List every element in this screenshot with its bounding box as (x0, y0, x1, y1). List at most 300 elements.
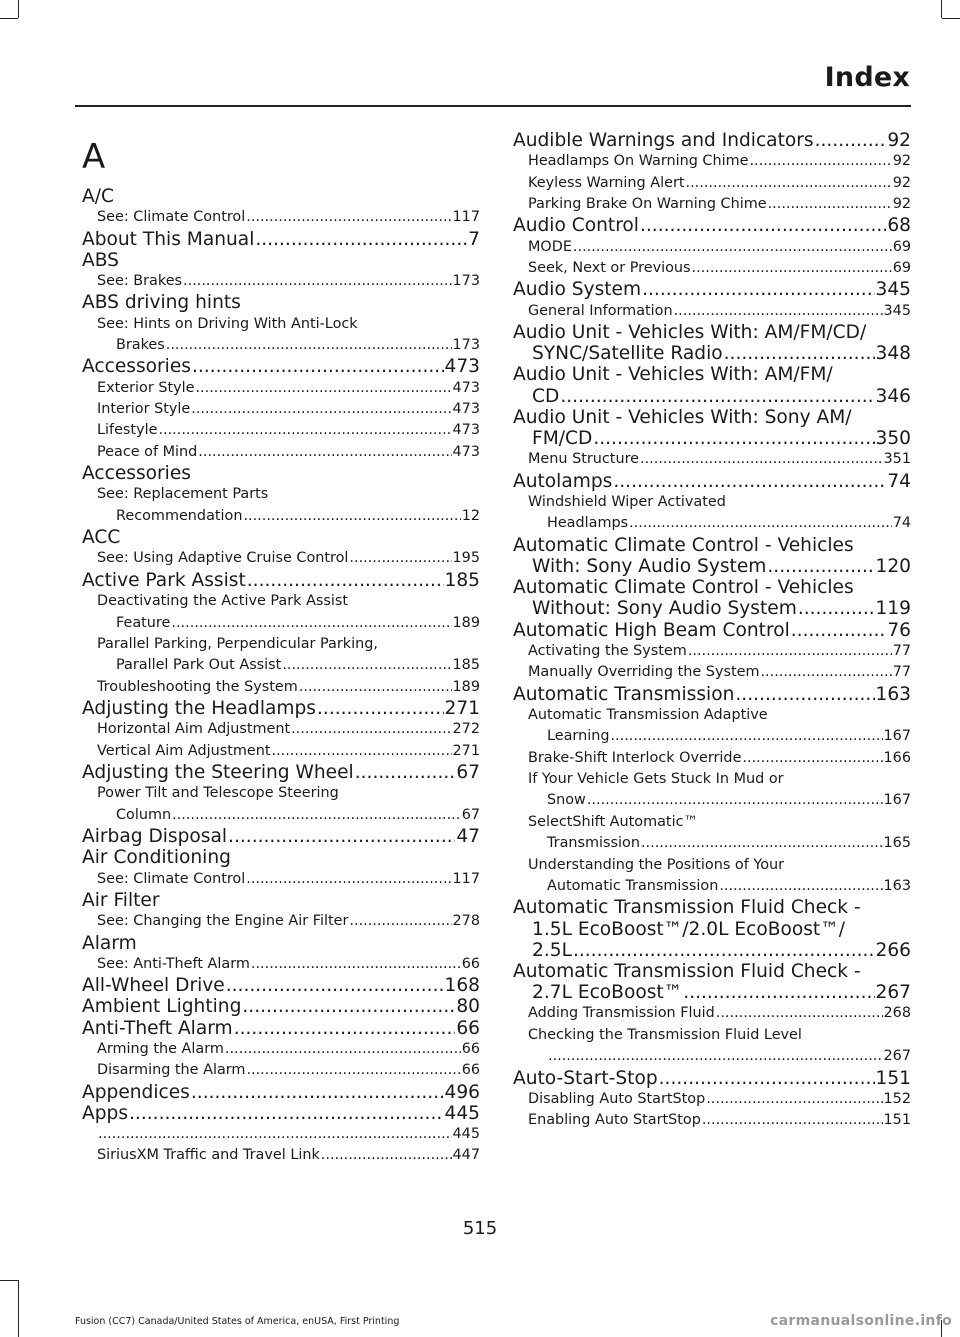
index-subentry (513, 194, 911, 215)
page-reference[interactable]: 278 (452, 913, 480, 930)
dot-leader (242, 996, 455, 1017)
index-heading: ABS driving hints (82, 292, 241, 314)
page-reference[interactable]: 74 (892, 515, 911, 532)
index-entry (513, 407, 911, 449)
dot-leader (246, 869, 451, 890)
index-subentry (513, 1110, 911, 1131)
entry-text-line: Automatic Transmission (513, 683, 735, 705)
entry-text-line: Audio Unit - Vehicles With: AM/FM/ (513, 364, 833, 386)
page-reference[interactable]: 117 (452, 209, 480, 226)
entry-text-line: Audible Warnings and Indicators (513, 130, 814, 151)
page-reference[interactable]: 74 (887, 470, 911, 492)
dot-leader (158, 420, 451, 441)
index-subentry (82, 741, 480, 762)
entry-text-line: Adjusting the Headlamps (82, 698, 316, 720)
crop-mark-top-left (18, 0, 19, 18)
page-reference[interactable]: 163 (875, 683, 911, 705)
entry-text-line: 2.7L EcoBoost™ (532, 982, 683, 1004)
entry-text-line: Audio Control (513, 215, 639, 237)
index-subentry (513, 173, 911, 194)
dot-leader (291, 719, 451, 740)
index-subentry (513, 301, 911, 322)
entry-text-line: Audio Unit - Vehicles With: AM/FM/CD/ (513, 322, 867, 344)
crop-mark-top-right (941, 0, 942, 18)
page-reference[interactable]: 47 (456, 826, 480, 848)
index-entry (82, 762, 480, 783)
index-subentry (513, 641, 911, 662)
page-reference[interactable]: 473 (452, 422, 480, 439)
index-entry (82, 1018, 480, 1039)
dot-leader (166, 335, 452, 356)
dot-leader (255, 229, 467, 250)
entry-text-line: Disarming the Alarm (97, 1062, 246, 1079)
index-entry (513, 364, 911, 406)
crop-mark-top-left-h (0, 18, 18, 19)
dot-leader (226, 975, 444, 996)
dot-leader (272, 741, 452, 762)
dot-leader (610, 726, 882, 747)
entry-text-line: See: Climate Control (97, 209, 246, 226)
dot-leader (642, 279, 874, 300)
index-column-left (82, 130, 480, 1167)
page-reference[interactable]: 119 (875, 598, 911, 620)
page-reference[interactable]: 189 (452, 614, 480, 631)
page-reference[interactable]: 163 (883, 877, 911, 894)
dot-leader (573, 237, 892, 258)
dot-leader (686, 173, 892, 194)
index-subentry (513, 151, 911, 172)
entry-text-line: See: Using Adaptive Cruise Control (97, 550, 349, 567)
dot-leader (692, 258, 892, 279)
index-heading: A/C (82, 186, 114, 207)
index-subentry (82, 869, 480, 890)
page-reference[interactable]: 271 (444, 698, 480, 720)
dot-leader (321, 1145, 452, 1166)
entry-text-line: Keyless Warning Alert (528, 174, 685, 191)
index-subentry (513, 258, 911, 279)
entry-text-line: Menu Structure (528, 451, 640, 468)
entry-text-line: Automatic Transmission (547, 877, 719, 894)
index-subentry (513, 237, 911, 258)
entry-text-line: Audio System (513, 279, 642, 301)
dot-leader (243, 506, 460, 527)
page-reference[interactable]: 473 (452, 379, 480, 396)
entry-text-line: If Your Vehicle Gets Stuck In Mud or (528, 770, 784, 787)
page-reference[interactable]: 68 (887, 215, 911, 237)
page-reference[interactable]: 185 (452, 657, 480, 674)
index-subentry (513, 1025, 911, 1068)
page-reference[interactable]: 168 (444, 975, 480, 997)
index-subentry (82, 548, 480, 569)
page-reference[interactable]: 7 (468, 228, 480, 250)
index-entry (513, 897, 911, 961)
entry-text-line: FM/CD (532, 428, 593, 450)
page-reference[interactable]: 69 (892, 238, 911, 255)
index-entry (82, 356, 480, 377)
index-subentry (513, 705, 911, 748)
page-reference[interactable]: 80 (456, 996, 480, 1018)
entry-text-line: See: Replacement Parts (97, 486, 269, 503)
entry-text-line: 1.5L EcoBoost™/2.0L EcoBoost™/ (532, 918, 846, 940)
entry-text-line: Headlamps On Warning Chime (528, 153, 749, 170)
entry-text-line: MODE (528, 238, 572, 255)
dot-leader (768, 194, 892, 215)
page-reference[interactable]: 151 (883, 1112, 911, 1129)
entry-text-line: Vertical Aim Adjustment (97, 742, 271, 759)
dot-leader (228, 826, 455, 847)
entry-text-line: Column (116, 806, 172, 823)
dot-leader (560, 386, 874, 407)
entry-text-line: Airbag Disposal (82, 826, 228, 848)
dot-leader (749, 151, 891, 172)
entry-text-line: SYNC/Satellite Radio (532, 343, 723, 365)
entry-text-line: Disabling Auto StartStop (528, 1090, 706, 1107)
dot-leader (171, 613, 451, 634)
index-subentry (82, 1145, 480, 1166)
entry-text-line: Parallel Park Out Assist (116, 657, 282, 674)
page-reference[interactable]: 271 (452, 742, 480, 759)
page-reference[interactable]: 66 (461, 955, 480, 972)
dot-leader (640, 215, 886, 236)
index-entry (513, 535, 911, 577)
dot-leader (195, 378, 451, 399)
dot-leader (251, 954, 461, 975)
entry-text-line: Automatic Transmission Fluid Check - (513, 897, 861, 919)
index-entry (82, 698, 480, 719)
entry-text-line: Apps (82, 1102, 129, 1124)
page-reference[interactable]: 167 (883, 792, 911, 809)
page-reference[interactable]: 266 (875, 939, 911, 961)
page-number: 515 (462, 1218, 498, 1239)
entry-text-line: Horizontal Aim Adjustment (97, 721, 291, 738)
index-subentry (82, 911, 480, 932)
entry-text-line: See: Brakes (97, 273, 183, 290)
page-reference[interactable]: 92 (892, 153, 911, 170)
crop-mark-top-right-h (942, 18, 960, 19)
index-subentry (82, 314, 480, 357)
entry-text-line: Seek, Next or Previous (528, 260, 691, 277)
dot-leader (172, 805, 461, 826)
dot-leader (767, 556, 874, 577)
page-title: Index (824, 62, 910, 93)
page-reference[interactable]: 445 (452, 1126, 480, 1143)
page-reference[interactable]: 473 (452, 401, 480, 418)
index-subentry (82, 271, 480, 292)
dot-leader (706, 1089, 882, 1110)
index-entry (513, 684, 911, 705)
entry-text-line: Peace of Mind (97, 443, 198, 460)
entry-text-line: Audio Unit - Vehicles With: Sony AM/ (513, 406, 852, 428)
index-entry (513, 620, 911, 641)
entry-text-line: See: Changing the Engine Air Filter (97, 913, 349, 930)
page-reference[interactable]: 348 (875, 343, 911, 365)
entry-text-line: Brakes (116, 337, 165, 354)
page-reference[interactable]: 165 (883, 835, 911, 852)
crop-mark-bottom-left-h (0, 1280, 18, 1281)
entry-text-line: Arming the Alarm (97, 1040, 224, 1057)
page-reference[interactable]: 152 (883, 1090, 911, 1107)
index-entry (82, 975, 480, 996)
page-reference[interactable]: 351 (883, 451, 911, 468)
dot-leader (613, 471, 886, 492)
page-reference[interactable]: 77 (892, 664, 911, 681)
index-subentry (82, 719, 480, 740)
entry-text-line: About This Manual (82, 228, 255, 250)
index-heading: Air Filter (82, 889, 160, 911)
dot-leader (791, 620, 887, 641)
entry-text-line: Exterior Style (97, 379, 195, 396)
index-entry (513, 1068, 911, 1089)
page-reference[interactable]: 77 (892, 642, 911, 659)
dot-leader (191, 1082, 444, 1103)
index-entry (82, 229, 480, 250)
index-entry (513, 471, 911, 492)
dot-leader (683, 982, 874, 1003)
index-heading: Alarm (82, 932, 137, 954)
page-reference[interactable]: 345 (875, 279, 911, 301)
dot-leader (225, 1039, 461, 1060)
page-reference[interactable]: 473 (452, 443, 480, 460)
index-subentry (513, 812, 911, 855)
dot-leader (246, 207, 451, 228)
dot-leader (724, 343, 875, 364)
page-reference[interactable]: 92 (892, 174, 911, 191)
dot-leader (719, 876, 882, 897)
entry-text-line: Checking the Transmission Fluid Level (528, 1026, 802, 1043)
page-reference[interactable]: 496 (444, 1081, 480, 1103)
index-subentry (82, 1039, 480, 1060)
index-entry (82, 826, 480, 847)
entry-text-line: Lifestyle (97, 422, 158, 439)
page-reference[interactable]: 92 (887, 130, 911, 151)
index-heading: Air Conditioning (82, 847, 231, 869)
dot-leader (593, 428, 874, 449)
page-reference[interactable]: 195 (452, 550, 480, 567)
entry-text-line: With: Sony Audio System (532, 555, 767, 577)
entry-text-line: Feature (116, 614, 171, 631)
dot-leader (191, 399, 451, 420)
dot-leader (587, 790, 883, 811)
index-column-right (513, 130, 911, 1132)
footer-text: Fusion (CC7) Canada/United States of America, enUSA, First Printing (75, 1316, 400, 1327)
index-letter: A (82, 137, 106, 177)
index-subentry (82, 420, 480, 441)
index-entry (513, 215, 911, 236)
dot-leader (317, 698, 444, 719)
index-subentry (513, 492, 911, 535)
dot-leader (742, 748, 882, 769)
dot-leader (355, 762, 456, 783)
entry-text-line: Parking Brake On Warning Chime (528, 196, 767, 213)
dot-leader (641, 833, 883, 854)
entry-text-line: Brake-Shift Interlock Override (528, 749, 742, 766)
dot-leader (702, 1110, 883, 1131)
page-reference[interactable]: 66 (456, 1017, 480, 1039)
header-rule (75, 105, 911, 107)
entry-text-line: Parallel Parking, Perpendicular Parking, (97, 635, 378, 652)
index-subentry (513, 449, 911, 470)
page-reference[interactable]: 76 (887, 619, 911, 641)
index-subentry (513, 855, 911, 898)
entry-text-line: Activating the System (528, 642, 687, 659)
page-reference[interactable]: 473 (444, 356, 480, 378)
index-entry (513, 961, 911, 1003)
index-subentry (513, 1003, 911, 1024)
entry-text-line: Troubleshooting the System (97, 678, 298, 695)
watermark: carmanualsonline.info (770, 1313, 952, 1329)
entry-text-line: Automatic Climate Control - Vehicles (513, 534, 854, 556)
page-reference[interactable]: 69 (892, 260, 911, 277)
dot-leader (548, 1046, 883, 1067)
dot-leader (735, 684, 874, 705)
entry-text-line: All-Wheel Drive (82, 975, 225, 997)
entry-text-line: Appendices (82, 1081, 190, 1103)
entry-text-line: Transmission (547, 835, 640, 852)
index-subentry (513, 662, 911, 683)
index-subentry (82, 591, 480, 634)
page-reference[interactable]: 445 (444, 1102, 480, 1124)
page-reference[interactable]: 67 (456, 762, 480, 784)
page-reference[interactable]: 66 (461, 1062, 480, 1079)
page-reference[interactable]: 268 (883, 1005, 911, 1022)
index-subentry (82, 1060, 480, 1081)
page-reference[interactable]: 120 (875, 555, 911, 577)
page-reference[interactable]: 167 (883, 728, 911, 745)
entry-text-line: Headlamps (547, 515, 629, 532)
index-subentry (82, 442, 480, 463)
entry-text-line: Auto-Start-Stop (513, 1067, 658, 1089)
page-reference[interactable]: 345 (883, 302, 911, 319)
index-subentry (82, 399, 480, 420)
page-reference[interactable]: 267 (883, 1048, 911, 1065)
entry-text-line: Accessories (82, 356, 191, 378)
dot-leader (198, 442, 451, 463)
dot-leader (282, 655, 451, 676)
dot-leader (716, 1003, 883, 1024)
page-reference[interactable]: 173 (452, 337, 480, 354)
entry-text-line: General Information (528, 302, 673, 319)
dot-leader (760, 662, 891, 683)
page-reference[interactable]: 166 (883, 749, 911, 766)
page-reference[interactable]: 12 (461, 507, 480, 524)
dot-leader (192, 356, 444, 377)
entry-text-line: Automatic Transmission Fluid Check - (513, 960, 861, 982)
entry-text-line: Learning (547, 728, 610, 745)
index-subentry (82, 1124, 480, 1145)
index-heading: ABS (82, 249, 119, 271)
page-reference[interactable]: 185 (444, 569, 480, 591)
entry-text-line: Manually Overriding the System (528, 664, 760, 681)
index-subentry (513, 748, 911, 769)
dot-leader (640, 449, 883, 470)
entry-text-line: Without: Sony Audio System (532, 598, 797, 620)
index-entry (513, 279, 911, 300)
dot-leader (688, 641, 892, 662)
entry-text-line: Deactivating the Active Park Assist (97, 593, 349, 610)
dot-leader (183, 271, 451, 292)
entry-text-line: Interior Style (97, 401, 191, 418)
index-heading: ACC (82, 527, 121, 549)
entry-text-line: Automatic Transmission Adaptive (528, 706, 768, 723)
entry-text-line: Snow (547, 792, 586, 809)
page-reference[interactable]: 272 (452, 721, 480, 738)
dot-leader (573, 940, 875, 961)
dot-leader (349, 911, 451, 932)
entry-text-line: Enabling Auto StartStop (528, 1112, 701, 1129)
index-subentry (82, 378, 480, 399)
page-reference[interactable]: 350 (875, 428, 911, 450)
page-reference[interactable]: 346 (875, 385, 911, 407)
dot-leader (246, 1060, 460, 1081)
index-subentry (82, 634, 480, 677)
entry-text-line: Automatic Climate Control - Vehicles (513, 577, 854, 599)
entry-text-line: Recommendation (116, 507, 243, 524)
page-reference[interactable]: 66 (461, 1040, 480, 1057)
entry-text-line: Power Tilt and Telescope Steering (97, 785, 339, 802)
dot-leader (247, 570, 444, 591)
page-reference[interactable]: 67 (461, 806, 480, 823)
entry-text-line: SelectShift Automatic™ (528, 813, 698, 830)
page-reference[interactable]: 267 (875, 982, 911, 1004)
page-reference[interactable]: 189 (452, 678, 480, 695)
index-subentry (82, 484, 480, 527)
page-reference[interactable]: 92 (892, 196, 911, 213)
entry-text-line: Adjusting the Steering Wheel (82, 762, 354, 784)
dot-leader (798, 598, 875, 619)
index-subentry (513, 769, 911, 812)
entry-text-line: Ambient Lighting (82, 996, 242, 1018)
entry-text-line: Automatic High Beam Control (513, 619, 790, 641)
index-subentry (82, 783, 480, 826)
dot-leader (129, 1103, 443, 1124)
entry-text-line: See: Hints on Driving With Anti-Lock (97, 315, 358, 332)
entry-text-line: Active Park Assist (82, 569, 246, 591)
dot-leader (98, 1124, 452, 1145)
entry-text-line: SiriusXM Traffic and Travel Link (97, 1147, 320, 1164)
crop-mark-bottom-left (18, 1280, 19, 1337)
entry-text-line: CD (532, 385, 560, 407)
index-entry (82, 570, 480, 591)
entry-text-line: 2.5L (532, 939, 572, 961)
dot-leader (674, 301, 883, 322)
index-subentry (82, 954, 480, 975)
index-entry (513, 577, 911, 619)
index-subentry (82, 207, 480, 228)
page-reference[interactable]: 447 (452, 1147, 480, 1164)
dot-leader (629, 513, 892, 534)
entry-text-line: See: Climate Control (97, 870, 246, 887)
index-entry (82, 1103, 480, 1124)
page-reference[interactable]: 173 (452, 273, 480, 290)
index-entry (513, 322, 911, 364)
index-entry (513, 130, 911, 151)
index-entry (82, 996, 480, 1017)
index-subentry (513, 1089, 911, 1110)
dot-leader (815, 130, 887, 151)
dot-leader (349, 548, 451, 569)
entry-text-line: Understanding the Positions of Your (528, 856, 785, 873)
page-reference[interactable]: 151 (875, 1067, 911, 1089)
index-heading: Accessories (82, 463, 191, 485)
entry-text-line: Autolamps (513, 470, 613, 492)
dot-leader (234, 1018, 456, 1039)
entry-text-line: Adding Transmission Fluid (528, 1005, 715, 1022)
page-reference[interactable]: 117 (452, 870, 480, 887)
entry-text-line: Windshield Wiper Activated (528, 493, 726, 510)
dot-leader (659, 1068, 875, 1089)
entry-text-line: Anti-Theft Alarm (82, 1017, 233, 1039)
entry-text-line: See: Anti-Theft Alarm (97, 955, 250, 972)
